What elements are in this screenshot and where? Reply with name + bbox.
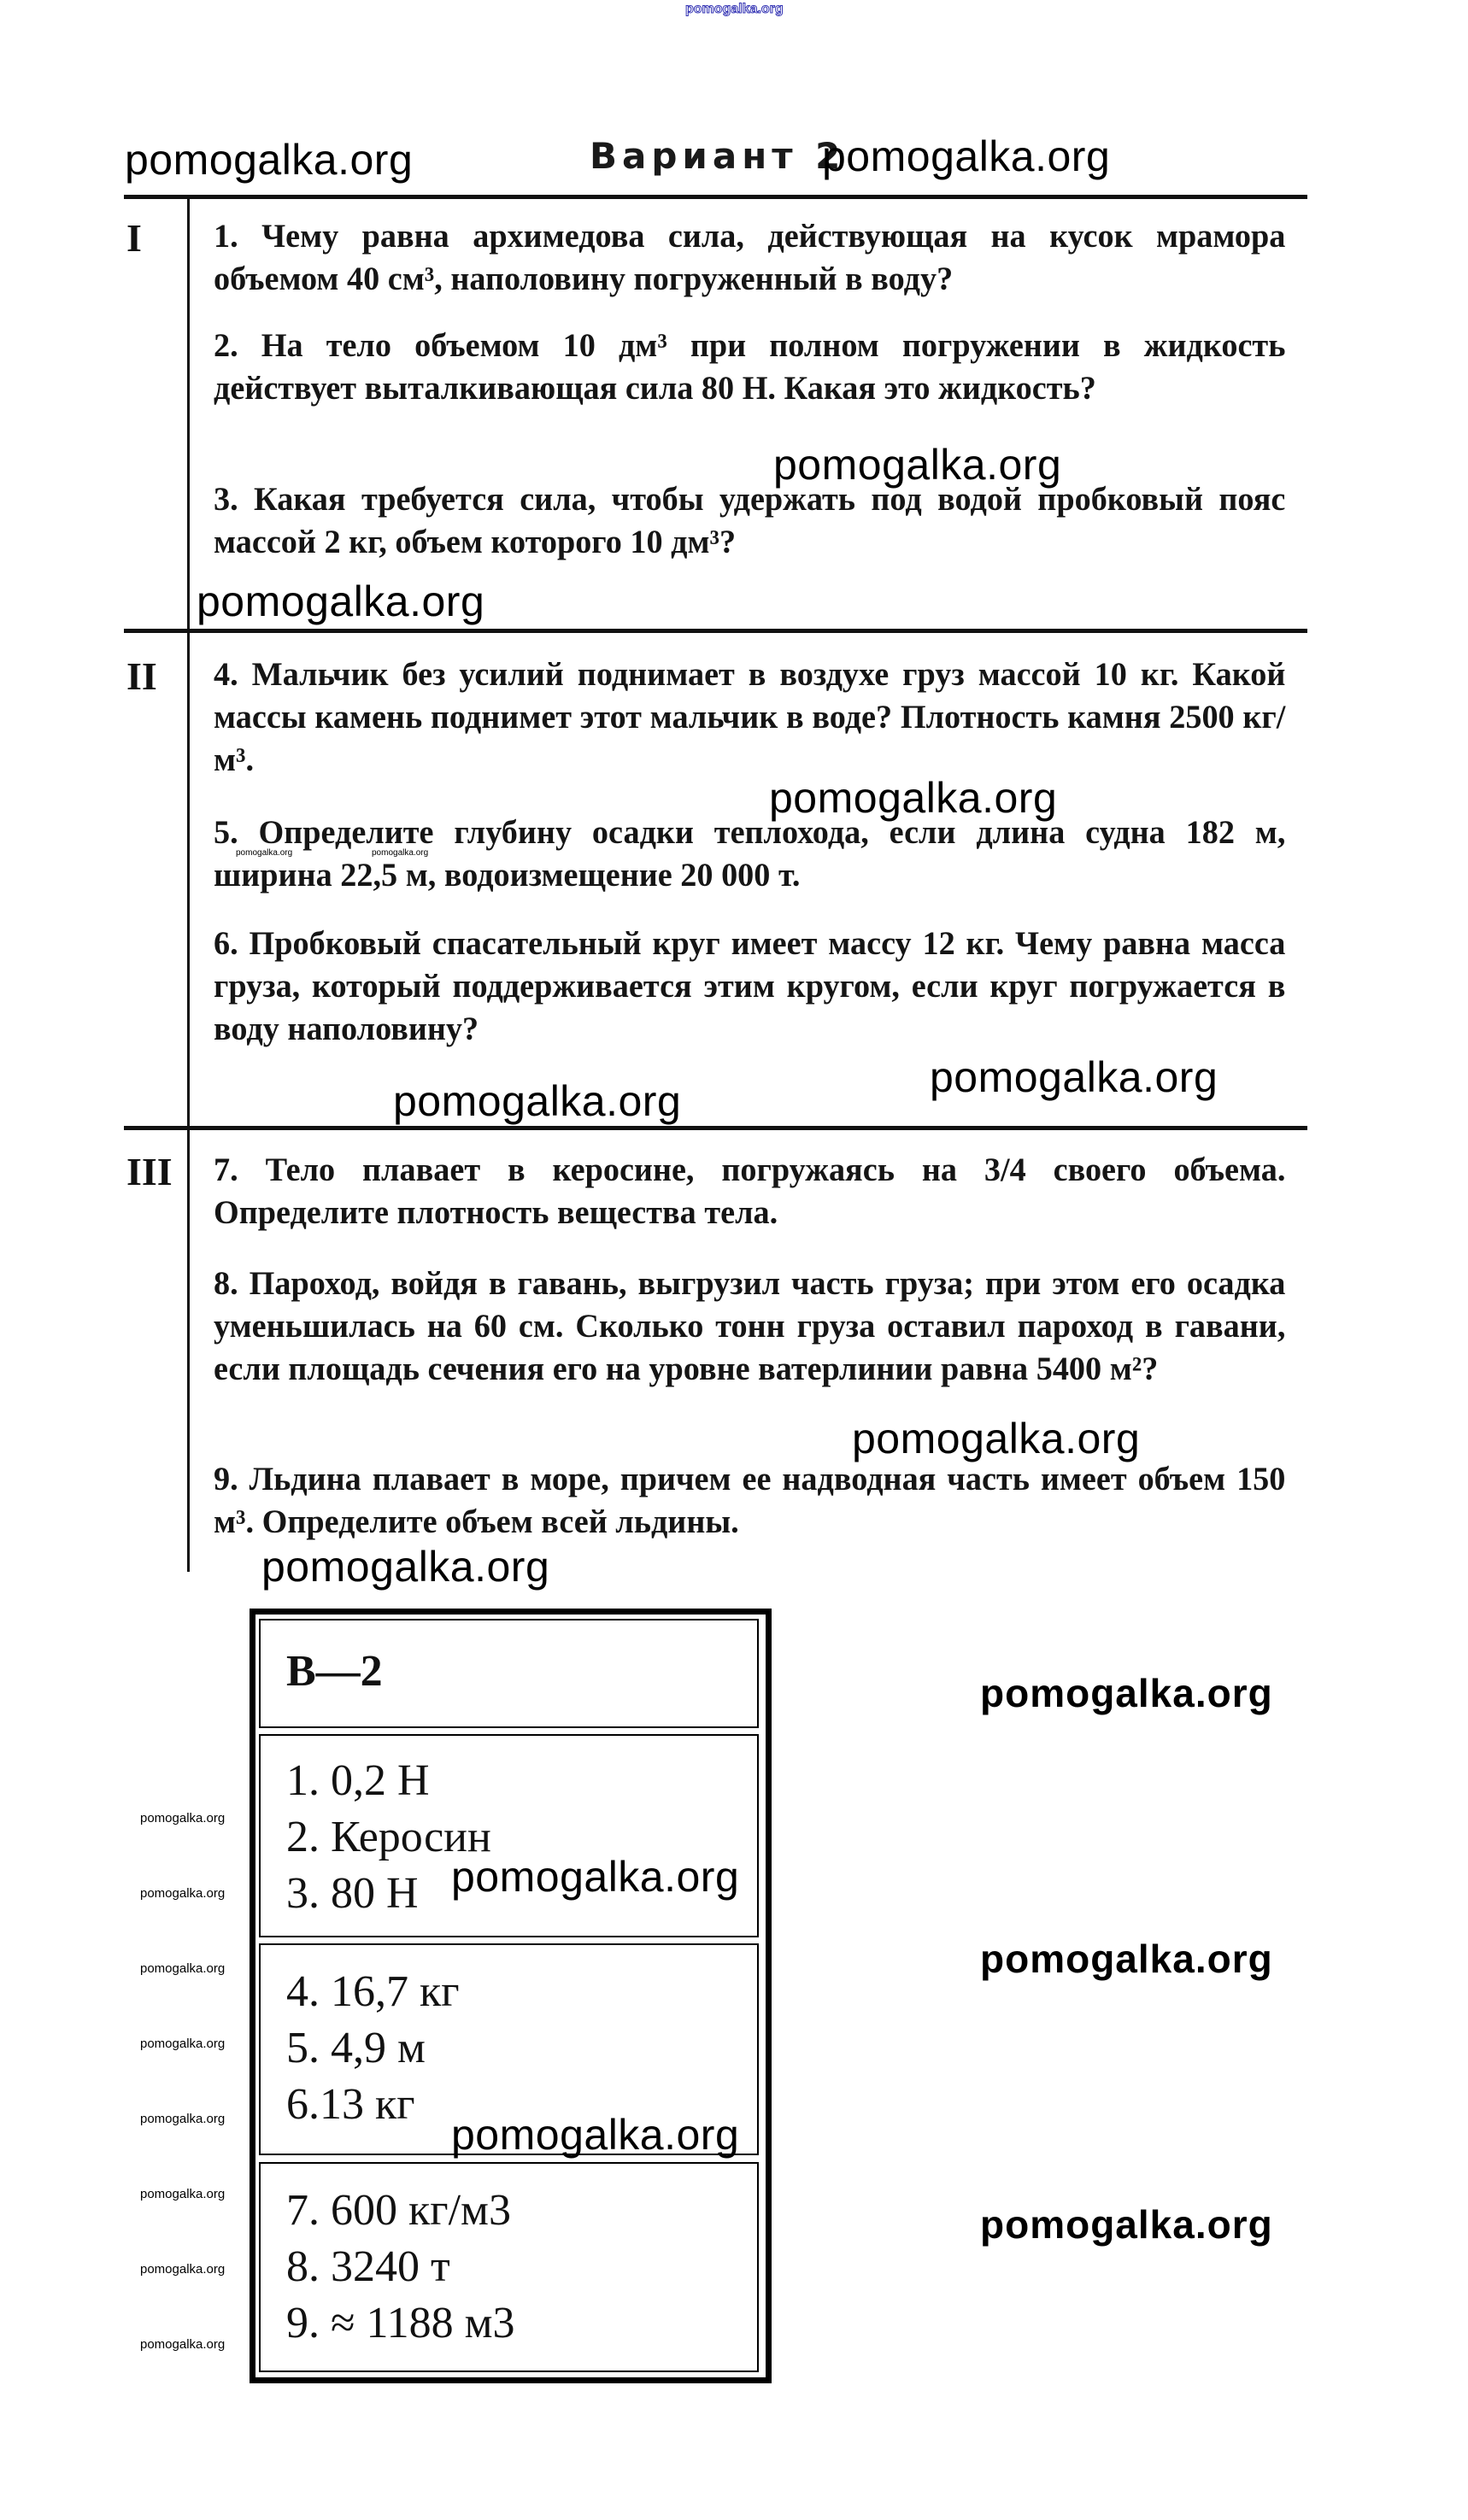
answer-5: 5. 4,9 м	[286, 2024, 426, 2072]
answer-1: 1. 0,2 Н	[286, 1756, 430, 1805]
answers-box	[250, 1609, 772, 2383]
watermark-small: pomogalka.org	[140, 2112, 226, 2126]
problem-2	[214, 325, 1285, 410]
watermark: pomogalka.org	[261, 1543, 550, 1591]
problem-4	[214, 653, 1285, 782]
watermark: pomogalka.org	[451, 1853, 740, 1901]
answer-3: 3. 80 Н	[286, 1869, 419, 1918]
watermark: pomogalka.org	[769, 774, 1058, 822]
problem-text: Пароход, войдя в гавань, выгрузил часть груза; при этом его осадка уменьшилась на 60 см. Сколько тонн груза оставил пароход в гавани, если площадь сечения его на уровне ватерлинии равна 5400 м²?	[214, 1265, 1286, 1387]
watermark-top: pomogalka.org	[685, 2, 784, 16]
problem-text: Чему равна архимедова сила, действующая на кусок мрамора объемом 40 см³, наполовину погруженный в воду?	[214, 218, 1286, 297]
section-number-1: I	[126, 216, 142, 260]
problem-9	[214, 1458, 1285, 1544]
watermark-small: pomogalka.org	[140, 2187, 226, 2201]
watermark: pomogalka.org	[980, 2202, 1273, 2247]
watermark: pomogalka.org	[393, 1077, 682, 1125]
problem-1	[214, 215, 1285, 301]
watermark-tiny: pomogalka.org	[236, 848, 293, 858]
problem-text: Льдина плавает в море, причем ее надводная часть имеет объем 150 м³. Определите объем всей льдины.	[214, 1461, 1286, 1540]
answer-8: 8. 3240 т	[286, 2242, 450, 2291]
section-rule-3	[124, 1126, 1307, 1130]
answers-header-cell	[259, 1619, 759, 1728]
problem-number: 4.	[214, 656, 238, 693]
problem-number: 7.	[214, 1152, 238, 1188]
watermark: pomogalka.org	[980, 1671, 1273, 1715]
section-number-3: III	[126, 1150, 173, 1193]
header-rule	[124, 195, 1307, 199]
answers-group-1	[259, 1734, 759, 1937]
problem-6	[214, 923, 1285, 1051]
problem-number: 8.	[214, 1265, 238, 1302]
problem-text: На тело объемом 10 дм³ при полном погружении в жидкость действует выталкивающая сила 80 Н. Какая это жидкость?	[214, 327, 1286, 407]
problem-text: Какая требуется сила, чтобы удержать под водой пробковый пояс массой 2 кг, объем которого 10 дм³?	[214, 481, 1286, 560]
problem-number: 9.	[214, 1461, 238, 1497]
watermark-small: pomogalka.org	[140, 1961, 226, 1976]
answer-2: 2. Керосин	[286, 1813, 491, 1861]
answers-group-3	[259, 2162, 759, 2372]
page-title: Вариант 2	[590, 135, 846, 177]
watermark-small: pomogalka.org	[140, 2337, 226, 2352]
section-divider-vertical	[187, 196, 190, 1572]
answer-9: 9. ≈ 1188 м3	[286, 2299, 515, 2347]
problem-number: 2.	[214, 327, 238, 364]
problem-7	[214, 1149, 1285, 1234]
problem-text: Определите глубину осадки теплохода, если длина судна 182 м, ширина 22,5 м, водоизмещение 20 000 т.	[214, 814, 1286, 894]
answer-7: 7. 600 кг/м3	[286, 2186, 511, 2235]
watermark-small: pomogalka.org	[140, 1811, 226, 1826]
answer-6: 6.13 кг	[286, 2080, 415, 2129]
watermark-header-right: pomogalka.org	[822, 132, 1111, 180]
watermark-small: pomogalka.org	[140, 2262, 226, 2277]
problem-text: Мальчик без усилий поднимает в воздухе груз массой 10 кг. Какой массы камень поднимет этот мальчик в воде? Плотность камня 2500 кг/м³.	[214, 656, 1286, 778]
problem-number: 5.	[214, 814, 238, 851]
watermark-small: pomogalka.org	[140, 2037, 226, 2051]
problem-8	[214, 1263, 1285, 1391]
answers-title: В—2	[286, 1647, 383, 1696]
watermark: pomogalka.org	[451, 2111, 740, 2159]
problem-3	[214, 478, 1285, 564]
answer-4: 4. 16,7 кг	[286, 1967, 460, 2016]
section-rule-2	[124, 629, 1307, 633]
problem-number: 3.	[214, 481, 238, 518]
problem-number: 6.	[214, 925, 238, 962]
watermark: pomogalka.org	[197, 577, 485, 625]
problem-text: Пробковый спасательный круг имеет массу 12 кг. Чему равна масса груза, который поддерживается этим кругом, если круг погружается в воду наполовину?	[214, 925, 1286, 1047]
watermark-header-left: pomogalka.org	[125, 136, 414, 184]
section-number-2: II	[126, 654, 157, 698]
problem-text: Тело плавает в керосине, погружаясь на 3/4 своего объема. Определите плотность вещества тела.	[214, 1152, 1286, 1231]
watermark-small: pomogalka.org	[140, 1886, 226, 1901]
watermark: pomogalka.org	[930, 1053, 1218, 1101]
watermark: pomogalka.org	[852, 1415, 1141, 1462]
watermark-tiny: pomogalka.org	[372, 848, 429, 858]
watermark: pomogalka.org	[980, 1937, 1273, 1981]
problem-number: 1.	[214, 218, 238, 255]
watermark: pomogalka.org	[773, 441, 1062, 489]
